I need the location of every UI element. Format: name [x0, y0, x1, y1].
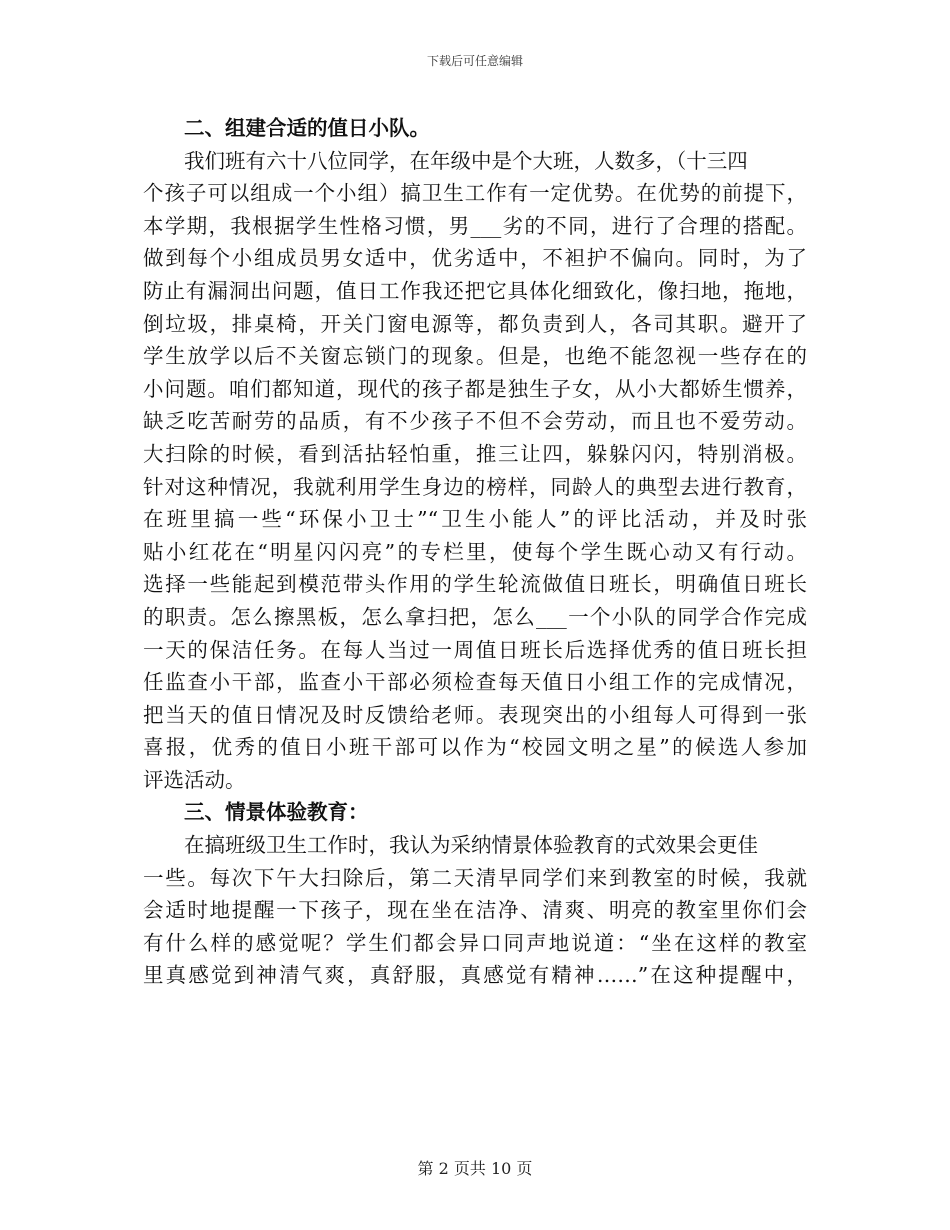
paragraph-line: 针对这种情况，我就利用学生身边的榜样，同龄人的典型去进行教育，: [143, 474, 807, 499]
paragraph-line: 个孩子可以组成一个小组）搞卫生工作有一定优势。在优势的前提下，: [143, 181, 807, 206]
paragraph-line: 一天的保洁任务。在每人当过一周值日班长后选择优秀的值日班长担: [143, 637, 807, 662]
document-body: [143, 112, 807, 992]
section-heading-3: 三、情景体验教育：: [184, 800, 369, 825]
paragraph-line: 学生放学以后不关窗忘锁门的现象。但是，也绝不能忽视一些存在的: [143, 344, 807, 369]
paragraph-line: 一些。每次下午大扫除后，第二天清早同学们来到教室的时候，我就: [143, 865, 807, 890]
paragraph-line: 有什么样的感觉呢？学生们都会异口同声地说道：“坐在这样的教室: [143, 930, 807, 955]
paragraph-line: 我们班有六十八位同学，在年级中是个大班，人数多，（十三四: [184, 148, 748, 173]
paragraph-line: 评选活动。: [143, 767, 246, 792]
paragraph-line: 里真感觉到神清气爽，真舒服，真感觉有精神……”在这种提醒中，: [143, 963, 807, 988]
paragraph-line: 缺乏吃苦耐劳的品质，有不少孩子不但不会劳动，而且也不爱劳动。: [143, 409, 807, 434]
paragraph-line: 倒垃圾，排桌椅，开关门窗电源等，都负责到人，各司其职。避开了: [143, 311, 807, 336]
paragraph-line: 任监查小干部，监查小干部必须检查每天值日小组工作的完成情况，: [143, 670, 807, 695]
paragraph-line: 防止有漏洞出问题，值日工作我还把它具体化细致化，像扫地，拖地，: [143, 278, 807, 303]
paragraph-line: 本学期，我根据学生性格习惯，男___劣的不同，进行了合理的搭配。: [143, 213, 807, 238]
paragraph-line: 贴小红花在“明星闪闪亮”的专栏里，使每个学生既心动又有行动。: [143, 539, 807, 564]
paragraph-line: 喜报，优秀的值日小班干部可以作为“校园文明之星”的候选人参加: [143, 735, 807, 760]
section-heading-2: 二、组建合适的值日小队。: [184, 116, 430, 140]
paragraph-line: 的职责。怎么擦黑板，怎么拿扫把，怎么___一个小队的同学合作完成: [143, 604, 807, 629]
paragraph-line: 做到每个小组成员男女适中，优劣适中，不袒护不偏向。同时，为了: [143, 246, 807, 271]
paragraph-line: 在班里搞一些“环保小卫士”“卫生小能人”的评比活动，并及时张: [143, 507, 807, 532]
page-footer: 第 2 页共 10 页: [417, 1159, 533, 1178]
paragraph-line: 选择一些能起到模范带头作用的学生轮流做值日班长，明确值日班长: [143, 572, 807, 597]
paragraph-line: 把当天的值日情况及时反馈给老师。表现突出的小组每人可得到一张: [143, 702, 807, 727]
paragraph-line: 大扫除的时候，看到活拈轻怕重，推三让四，躲躲闪闪，特别消极。: [143, 441, 807, 466]
page-header: 下载后可任意编辑: [426, 54, 523, 68]
paragraph-line: 在搞班级卫生工作时，我认为采纳情景体验教育的式效果会更佳: [184, 833, 758, 858]
paragraph-line: 会适时地提醒一下孩子，现在坐在洁净、清爽、明亮的教室里你们会: [143, 898, 807, 923]
paragraph-line: 小问题。咱们都知道，现代的孩子都是独生子女，从小大都娇生惯养，: [143, 376, 807, 401]
